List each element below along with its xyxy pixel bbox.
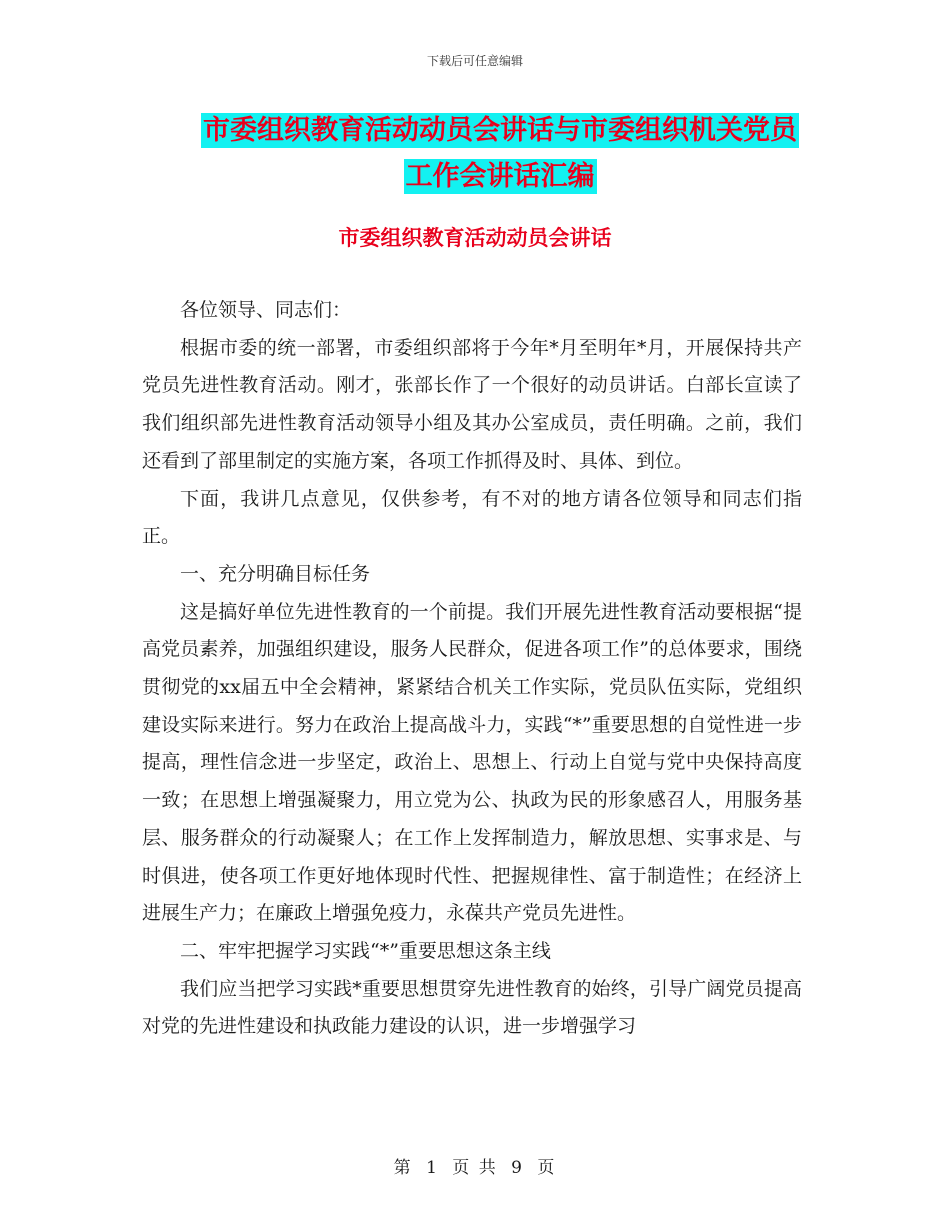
paragraph: 下面，我讲几点意见，仅供参考，有不对的地方请各位领导和同志们指正。 — [142, 487, 802, 548]
footer-suffix: 页 — [537, 1158, 557, 1178]
paragraph: 各位领导、同志们： — [180, 299, 352, 321]
heading-1: 一、充分明确目标任务 — [180, 562, 371, 585]
main-title — [190, 108, 810, 200]
paragraph: 这是搞好单位先进性教育的一个前提。我们开展先进性教育活动要根据“提高党员素养，加强组织建设，服务人民群众，促进各项工作”的总体要求，围绕贯彻党的xx届五中全会精神，紧紧结合机关工作实际，党员队伍实际，党组织建设实际来进行。努力在政治上提高战斗力，实践“*”重要思想的自觉性进一步提高，理性信念进一步坚定，政治上、思想上、行动上自觉与党中央保持高度一致；在思想上增强凝聚力，用立党为公、执政为民的形象感召人，用服务基层、服务群众的行动凝聚人；在工作上发挥制造力，解放思想、实事求是、与时俱进，使各项工作更好地体现时代性、把握规律性、富于制造性；在经济上进展生产力；在廉政上增强免疫力，永葆共产党员先进性。 — [142, 600, 802, 925]
main-title-text: 市委组织教育活动动员会讲话与市委组织机关党员工作会讲话汇编 — [203, 115, 797, 192]
page-footer — [0, 1153, 950, 1178]
section-title: 市委组织教育活动动员会讲话 — [338, 226, 612, 250]
body-text — [142, 292, 802, 1046]
footer-page-number: 1 — [426, 1158, 439, 1178]
footer-prefix: 第 — [393, 1158, 413, 1178]
header-note: 下载后可任意编辑 — [426, 54, 523, 68]
heading-2: 二、牢牢把握学习实践“*”重要思想这条主线 — [180, 939, 551, 962]
paragraph: 我们应当把学习实践*重要思想贯穿先进性教育的始终，引导广阔党员提高对党的先进性建设和执政能力建设的认识，进一步增强学习 — [142, 977, 802, 1038]
footer-total-pages: 9 — [511, 1158, 524, 1178]
footer-middle: 页 共 — [452, 1158, 498, 1178]
paragraph: 根据市委的统一部署，市委组织部将于今年*月至明年*月，开展保持共产党员先进性教育活动。刚才，张部长作了一个很好的动员讲话。白部长宣读了我们组织部先进性教育活动领导小组及其办公室成员，责任明确。之前，我们还看到了部里制定的实施方案，各项工作抓得及时、具体、到位。 — [142, 336, 802, 472]
